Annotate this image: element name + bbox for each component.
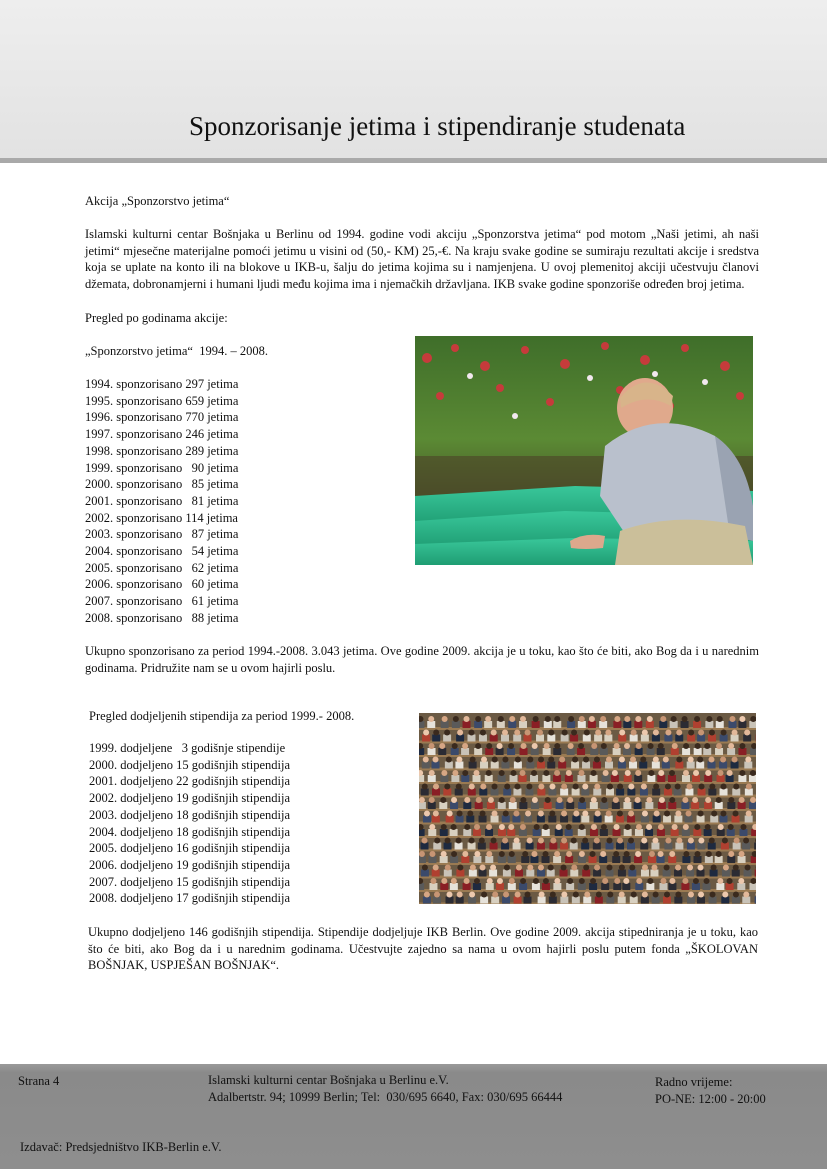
lecture-hall-photo (419, 713, 756, 904)
orphans-summary: Ukupno sponzorisano za period 1994.-2008. 3.043 jetima. Ove godine 2009. akcija je u toku, kao što će biti, ako Bog da i u narednim godinama. Pridružite nam se u ovom hajirli poslu. (85, 644, 759, 675)
scholarships-year-list (89, 740, 290, 907)
list-item: 2003. dodjeljeno 18 godišnjih stipendija (89, 807, 291, 822)
list-item: 1996. sponzorisano 770 jetima (85, 410, 239, 425)
org-name: Islamski kulturni centar Bošnjaka u Berlinu e.V. (208, 1073, 449, 1087)
list-item: 2000. dodjeljeno 15 godišnjih stipendija (89, 757, 291, 772)
page-header (0, 0, 827, 158)
list-item: 1997. sponzorisano 246 jetima (85, 427, 239, 442)
scholarships-heading: Pregled dodjeljenih stipendija za period 1999.- 2008. (89, 709, 355, 723)
page-number: Strana 4 (18, 1074, 60, 1088)
list-item: 2008. sponzorisano 88 jetima (85, 610, 239, 625)
list-item: 2003. sponzorisano 87 jetima (85, 527, 239, 542)
scholarships-summary: Ukupno dodjeljeno 146 godišnjih stipendija. Stipendije dodjeljuje IKB Berlin. Ove godine 2009. akcija stipedniranja je u toku, kao što će biti, ako Bog da i u narednim godinama. Učestvujte zajedno sa nama u ovom hajirli poslu putem fonda „ŠKOLOVAN BOŠNJAK, USPJEŠAN BOŠNJAK“. (88, 925, 758, 973)
page-footer (0, 1064, 827, 1169)
org-address: Adalbertstr. 94; 10999 Berlin; Tel: 030/695 6640, Fax: 030/695 66444 (208, 1090, 563, 1104)
list-item: 1994. sponzorisano 297 jetima (85, 377, 239, 391)
publisher: Izdavač: Predsjedništvo IKB-Berlin e.V. (20, 1140, 222, 1154)
orphans-year-list (85, 376, 238, 627)
list-item: 2005. dodjeljeno 16 godišnjih stipendija (89, 841, 291, 856)
list-item: 2004. sponzorisano 54 jetima (85, 544, 239, 559)
header-divider (0, 158, 827, 163)
list-item: 2002. sponzorisano 114 jetima (85, 510, 238, 525)
list-item: 2001. sponzorisano 81 jetima (85, 493, 239, 508)
boy-garden-photo (415, 336, 753, 565)
list-item: 1999. sponzorisano 90 jetima (85, 460, 239, 475)
list-item: 1998. sponzorisano 289 jetima (85, 443, 239, 458)
list-item: 2004. dodjeljeno 18 godišnjih stipendija (89, 824, 291, 839)
list-item: 1999. dodjeljene 3 godišnje stipendije (89, 741, 286, 755)
orphans-intro: Islamski kulturni centar Bošnjaka u Berlinu od 1994. godine vodi akciju „Sponzorstva jetima“ pod motom „Naši jetimi, ah naši jetimi“ mjesečne materijalne pomoći jetimu u visini od (50,- KM) 25,-€. Na kraju svake godine se sumiraju rezultati akcije i sredstva koja se uplate na konto ili na blokove u IKB-u, šalju do jetima kojima su i namjenjena. U ovoj plemenitoj akciji učestvuju članovi džemata, dobronamjerni i humani ljudi među kojima ima i njemačkih državljana. IKB svake godine sponzoriše određen broj jetima. (85, 227, 759, 292)
page-title: Sponzorisanje jetima i stipendiranje studenata (189, 111, 686, 141)
list-item: 2001. dodjeljeno 22 godišnjih stipendija (89, 774, 291, 789)
hours-label: Radno vrijeme: (655, 1075, 733, 1089)
list-item: 2006. dodjeljeno 19 godišnjih stipendija (89, 857, 291, 872)
list-item: 2008. dodjeljeno 17 godišnjih stipendija (89, 891, 291, 906)
orphans-overview-label: Pregled po godinama akcije: (85, 311, 228, 325)
list-item: 2005. sponzorisano 62 jetima (85, 560, 239, 575)
orphans-period-label: „Sponzorstvo jetima“ 1994. – 2008. (85, 344, 268, 358)
list-item: 2002. dodjeljeno 19 godišnjih stipendija (89, 791, 291, 806)
orphans-heading: Akcija „Sponzorstvo jetima“ (85, 194, 230, 208)
list-item: 2000. sponzorisano 85 jetima (85, 477, 239, 492)
list-item: 1995. sponzorisano 659 jetima (85, 393, 239, 408)
list-item: 2006. sponzorisano 60 jetima (85, 577, 239, 592)
list-item: 2007. sponzorisano 61 jetima (85, 594, 239, 609)
list-item: 2007. dodjeljeno 15 godišnjih stipendija (89, 874, 291, 889)
hours-value: PO-NE: 12:00 - 20:00 (655, 1092, 766, 1106)
